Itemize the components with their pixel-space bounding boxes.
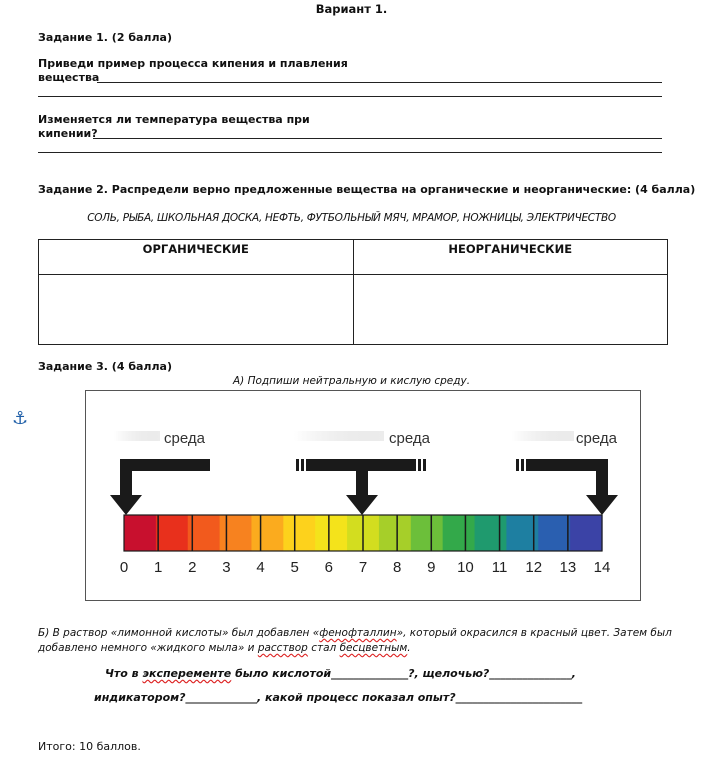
- ph-scale-figure: [85, 390, 641, 601]
- ph-tick-label: 2: [188, 559, 197, 576]
- ph-color-segment: [411, 515, 443, 551]
- answer-line[interactable]: [93, 138, 662, 139]
- anchor-icon: ⚓: [12, 408, 29, 429]
- task1-q1-line1: Приведи пример процесса кипения и плавления: [38, 57, 348, 70]
- ph-color-segment: [124, 515, 156, 551]
- ph-color-segment: [379, 515, 411, 551]
- task3-part-b-line2: добавлено немного «жидкого мыла» и расствор стал бесцветным.: [38, 642, 411, 654]
- ph-color-segment: [220, 515, 252, 551]
- ph-tick-label: 13: [559, 559, 577, 576]
- ph-color-bar: [124, 515, 603, 551]
- ph-color-segment: [283, 515, 315, 551]
- ph-tick-label: 1: [153, 559, 163, 576]
- ph-tick-labels: [120, 559, 611, 576]
- task1-title: Задание 1. (2 балла): [38, 31, 172, 44]
- erased-label-middle: [294, 431, 384, 441]
- ph-tick-label: 7: [358, 559, 368, 576]
- task1-q2-line1: Изменяется ли температура вещества при: [38, 113, 310, 126]
- task2-items: СОЛЬ, РЫБА, ШКОЛЬНАЯ ДОСКА, НЕФТЬ, ФУТБОЛЬНЫЙ МЯЧ, МРАМОР, НОЖНИЦЫ, ЭЛЕКТРИЧЕСТВО: [87, 212, 616, 224]
- ph-color-segment: [475, 515, 507, 551]
- arrow-middle-icon: [296, 459, 426, 515]
- ph-tick-label: 6: [324, 559, 334, 576]
- ph-tick-label: 10: [457, 559, 474, 576]
- answer-line[interactable]: [97, 82, 662, 83]
- answer-line[interactable]: [38, 152, 662, 153]
- task3-question-2[interactable]: индикатором?_____________, какой процесс показал опыт?_______________________: [94, 691, 583, 704]
- task3-title: Задание 3. (4 балла): [38, 360, 172, 373]
- env-label-left: среда: [164, 430, 205, 447]
- ph-tick-label: 11: [491, 559, 508, 576]
- ph-color-segment: [156, 515, 188, 551]
- col-inorganic-header: НЕОРГАНИЧЕСКИЕ: [353, 240, 668, 275]
- arrow-left-icon: [110, 459, 210, 515]
- ph-tick-label: 9: [427, 559, 436, 576]
- ph-color-segment: [538, 515, 570, 551]
- task2-title: Задание 2. Распредели верно предложенные вещества на органические и неорганические: (4 балла): [38, 183, 696, 196]
- total-score: Итого: 10 баллов.: [38, 740, 141, 753]
- env-label-middle: среда: [389, 430, 430, 447]
- ph-tick-label: 14: [593, 559, 611, 576]
- task3-part-a: А) Подпиши нейтральную и кислую среду.: [232, 375, 471, 387]
- ph-color-segment: [570, 515, 602, 551]
- ph-tick-label: 12: [525, 559, 543, 576]
- erased-label-left: [114, 431, 160, 441]
- ph-tick-label: 0: [119, 559, 129, 576]
- arrow-right-icon: [516, 459, 618, 515]
- ph-color-segment: [443, 515, 475, 551]
- col-organic-header: ОРГАНИЧЕСКИЕ: [39, 240, 354, 275]
- ph-color-segment: [251, 515, 283, 551]
- ph-tick-label: 4: [256, 559, 265, 576]
- env-label-right: среда: [576, 430, 617, 447]
- task1-q1-line2: вещества: [38, 71, 100, 84]
- classification-table: [38, 239, 668, 345]
- ph-tick-label: 8: [392, 559, 402, 576]
- inorganic-cell[interactable]: [353, 275, 668, 345]
- erased-label-right: [512, 431, 574, 441]
- organic-cell[interactable]: [39, 275, 354, 345]
- ph-color-segment: [315, 515, 347, 551]
- ph-tick-label: 3: [222, 559, 231, 576]
- task3-question-1[interactable]: Что в эксперементе было кислотой______________?, щелочью?_______________,: [105, 667, 576, 680]
- task1-q2-line2: кипении?: [38, 127, 98, 140]
- ph-tick-label: 5: [290, 559, 299, 576]
- task3-part-b-line1: Б) В раствор «лимонной кислоты» был добавлен «фенофталлин», который окрасился в красный цвет. Затем был: [38, 627, 672, 639]
- answer-line[interactable]: [38, 96, 662, 97]
- variant-title: Вариант 1.: [315, 2, 388, 16]
